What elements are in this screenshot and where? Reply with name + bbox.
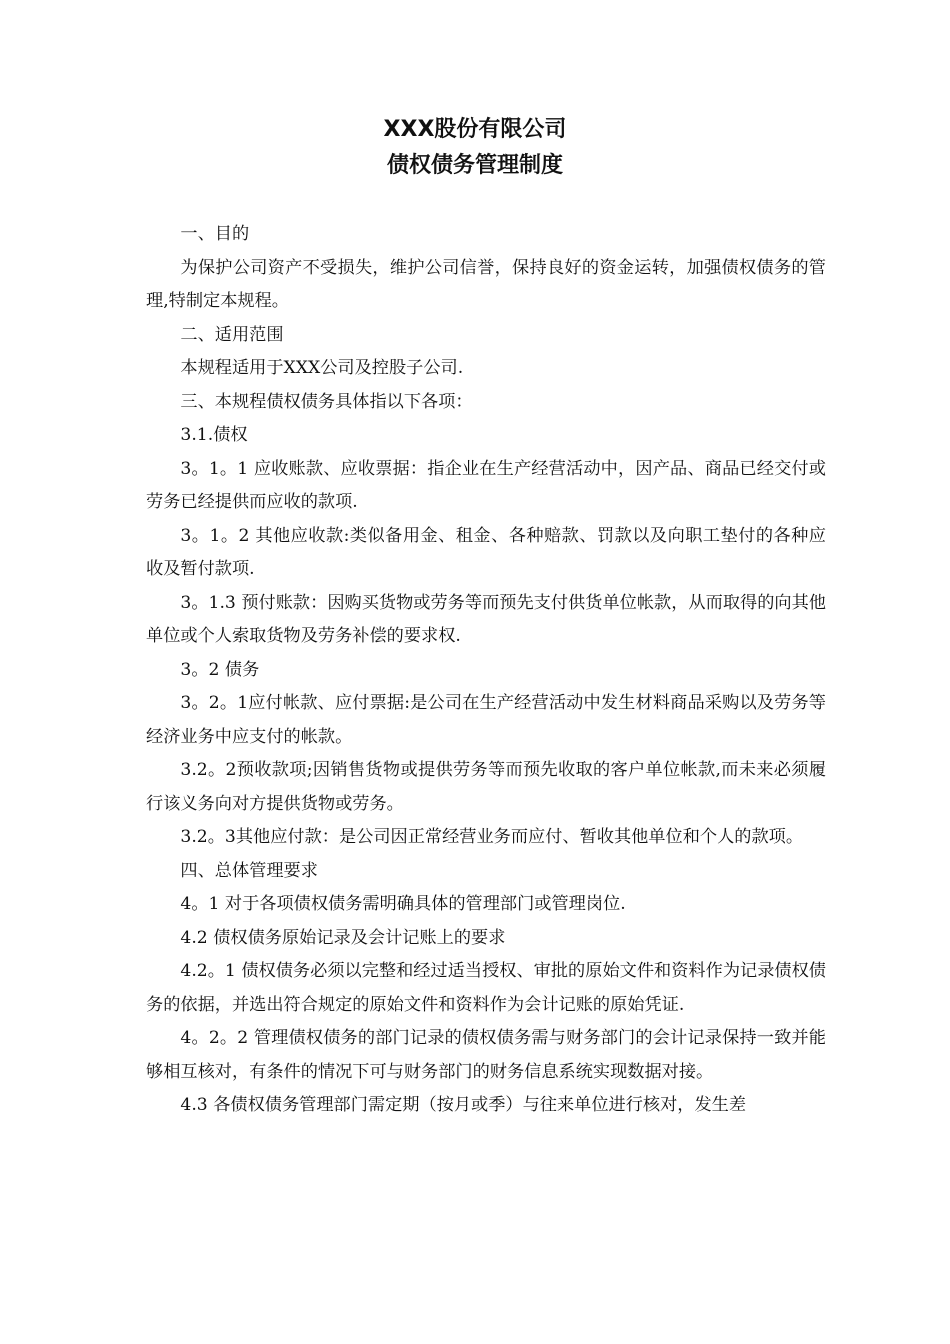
subheading-4-2: 4.2 债权债务原始记录及会计记账上的要求: [180, 927, 506, 948]
paragraph-4-2-1: 4.2。1 债权债务必须以完整和经过适当授权、审批的原始文件和资料作为记录债权债务的依据，并选出符合规定的原始文件和资料作为会计记账的原始凭证.: [146, 961, 826, 1015]
policy-title: 债权债务管理制度: [386, 153, 563, 178]
section-heading-requirements: 四、总体管理要求: [180, 860, 318, 881]
section-heading-purpose: 一、目的: [180, 224, 250, 244]
paragraph-3-1-1: 3。1。1 应收账款、应收票据：指企业在生产经营活动中，因产品、商品已经交付或劳务已经提供而应收的款项.: [146, 458, 826, 512]
paragraph-4-3: 4.3 各债权债务管理部门需定期（按月或季）与往来单位进行核对，发生差: [180, 1095, 747, 1115]
subheading-debts: 3。2 债务: [180, 659, 260, 680]
subheading-claims: 3.1.债权: [180, 425, 248, 445]
section-heading-items: 三、本规程债权债务具体指以下各项：: [180, 391, 473, 412]
paragraph-scope: 本规程适用于XXX公司及控股子公司.: [180, 358, 464, 378]
document-title: [0, 112, 950, 184]
paragraph-3-2-3: 3.2。3其他应付款：是公司因正常经营业务而应付、暂收其他单位和个人的款项。: [180, 827, 804, 847]
paragraph-3-2-1: 3。2。1应付帐款、应付票据:是公司在生产经营活动中发生材料商品采购以及劳务等经济业务中应支付的帐款。: [146, 693, 826, 747]
section-heading-scope: 二、适用范围: [180, 324, 284, 345]
company-name: XXX股份有限公司: [383, 117, 567, 142]
document-body: [146, 218, 826, 1123]
paragraph-purpose: 为保护公司资产不受损失，维护公司信誉，保持良好的资金运转，加强债权债务的管理,特制定本规程。: [146, 257, 826, 311]
paragraph-4-1: 4。1 对于各项债权债务需明确具体的管理部门或管理岗位.: [180, 894, 626, 914]
paragraph-3-1-2: 3。1。2 其他应收款:类似备用金、租金、各种赔款、罚款以及向职工垫付的各种应收及暂付款项.: [146, 525, 826, 579]
paragraph-3-1-3: 3。1.3 预付账款：因购买货物或劳务等而预先支付供货单位帐款，从而取得的向其他单位或个人索取货物及劳务补偿的要求权.: [146, 592, 826, 646]
paragraph-3-2-2: 3.2。2预收款项;因销售货物或提供劳务等而预先收取的客户单位帐款,而未来必须履行该义务向对方提供货物或劳务。: [146, 760, 826, 814]
paragraph-4-2-2: 4。2。2 管理债权债务的部门记录的债权债务需与财务部门的会计记录保持一致并能够相互核对，有条件的情况下可与财务部门的财务信息系统实现数据对接。: [146, 1028, 826, 1082]
